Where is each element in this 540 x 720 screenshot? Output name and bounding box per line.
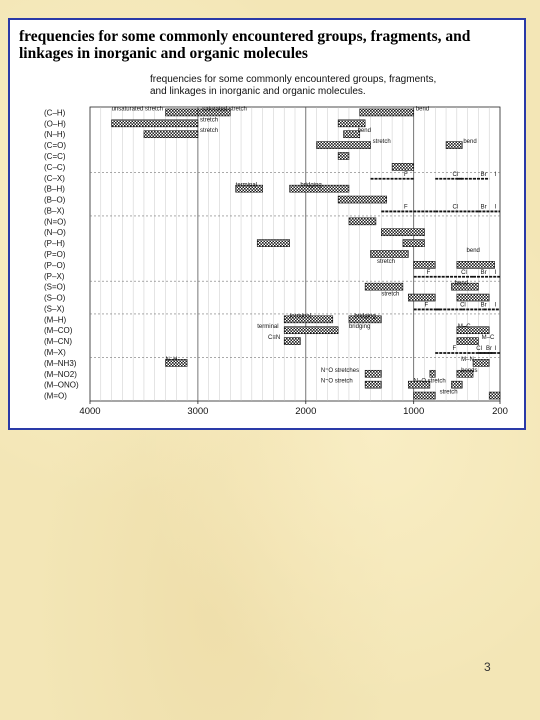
range-annotation: saturated stretch	[202, 106, 247, 113]
row-label: (C=O)	[44, 141, 66, 151]
range-bar	[403, 240, 425, 247]
chart-title-line-2: and linkages in inorganic and organic molecules.	[150, 86, 366, 97]
row-label: (M–NO2)	[44, 369, 77, 379]
range-bar	[365, 370, 381, 377]
row-label: (P=O)	[44, 250, 66, 259]
range-bar	[360, 109, 414, 116]
range-annotation: F	[426, 269, 431, 276]
row-label: (N–H)	[44, 130, 66, 140]
page-number: 3	[484, 660, 491, 674]
row-label: (S=O)	[44, 282, 66, 292]
range-bar	[489, 392, 500, 399]
row-label: (M–NH3)	[44, 358, 77, 368]
range-bar	[392, 163, 414, 170]
range-annotation: Cl	[452, 204, 459, 211]
range-bar	[338, 153, 349, 160]
row-label: (O–H)	[44, 119, 66, 129]
range-bar	[414, 261, 436, 268]
range-bar	[451, 381, 462, 388]
range-annotation: C≡N	[268, 335, 281, 342]
range-bar	[284, 327, 338, 334]
row-label: (C–C)	[44, 162, 66, 172]
row-label: (P–X)	[44, 271, 65, 281]
x-tick-labels	[79, 401, 508, 417]
range-annotation: I	[494, 302, 497, 309]
range-annotation: Cl	[461, 269, 467, 276]
range-annotation: I	[494, 171, 497, 178]
range-annotation: stretch	[200, 117, 219, 124]
range-bar	[257, 240, 289, 247]
range-bar	[365, 381, 381, 388]
row-label: (M–X)	[44, 348, 66, 357]
range-annotation: terminal	[257, 324, 279, 331]
range-bar	[381, 229, 424, 236]
row-label: (M=O)	[44, 391, 67, 401]
range-annotation: Cl	[476, 346, 482, 352]
row-label: (P–O)	[44, 260, 66, 270]
row-label: (M–CN)	[44, 337, 72, 347]
range-bar	[112, 120, 198, 127]
range-annotation: bend	[357, 128, 371, 135]
row-labels	[44, 108, 79, 400]
x-tick-label: 200	[492, 406, 508, 417]
row-label: (S–O)	[44, 293, 66, 303]
range-bar	[365, 283, 403, 290]
range-annotation: bend	[463, 139, 477, 146]
range-bar	[414, 392, 436, 399]
range-annotation: stretch	[200, 128, 219, 135]
range-annotation: F	[424, 302, 429, 309]
range-bar	[284, 338, 300, 345]
range-annotation: Cl	[452, 171, 459, 178]
range-annotation: terminal	[235, 182, 258, 189]
row-label: (N–O)	[44, 228, 66, 238]
range-annotation: Br	[480, 204, 487, 211]
range-annotation: M–C	[457, 324, 471, 331]
range-bar	[446, 142, 462, 149]
chart-title-line-1: frequencies for some commonly encountered groups, fragments,	[150, 74, 437, 85]
row-label: (M–ONO)	[44, 380, 79, 390]
range-bar	[338, 120, 365, 127]
row-label: (B–X)	[44, 206, 65, 216]
row-label: (C=C)	[44, 152, 66, 161]
range-annotation: N–O stretch	[413, 378, 446, 385]
range-annotation: Br	[485, 346, 492, 352]
range-annotation: bends	[461, 367, 478, 374]
range-annotation: Cl	[460, 302, 466, 309]
range-annotation: bend	[415, 106, 430, 113]
range-annotation: bend	[454, 280, 469, 287]
range-bar	[349, 218, 376, 225]
range-annotation: stretch	[381, 291, 400, 298]
range-annotation: Br	[480, 171, 487, 178]
x-tick-label: 2000	[295, 406, 317, 417]
range-annotation: M–N	[461, 356, 474, 363]
range-annotation: Br	[480, 302, 487, 309]
range-bar	[371, 251, 409, 258]
chart-annotations	[112, 106, 497, 395]
range-bar	[317, 142, 371, 149]
row-label: (P–H)	[44, 239, 65, 249]
range-annotation: bend	[466, 248, 480, 254]
row-label: (N=O)	[44, 217, 66, 227]
ir-frequency-chart	[10, 20, 524, 428]
range-annotation: bridging	[354, 313, 376, 320]
row-label: (C–H)	[44, 108, 66, 118]
range-annotation: terminal	[289, 313, 311, 320]
range-annotation: I	[494, 269, 497, 276]
range-bar	[408, 294, 435, 301]
chart-frame	[8, 18, 526, 430]
range-bar	[457, 338, 479, 345]
range-bar	[166, 109, 198, 116]
range-annotation: N⁼O stretch	[320, 378, 353, 385]
row-label: (S–X)	[44, 304, 65, 314]
range-annotation: I	[494, 204, 497, 211]
range-annotation: bridging	[300, 182, 322, 189]
range-annotation: unsaturated stretch	[111, 106, 163, 113]
range-annotation: stretch	[372, 139, 391, 146]
range-bar	[457, 294, 489, 301]
slide-title: frequencies for some commonly encountered groups, fragments, and linkages in inorganic and organic molecules	[19, 28, 471, 62]
range-annotation: bridging	[348, 324, 371, 331]
row-label: (M–H)	[44, 315, 67, 325]
range-annotation: N–H	[165, 356, 178, 363]
range-annotation: M–C	[481, 335, 495, 342]
range-annotation: I	[494, 346, 497, 352]
grid-lines	[90, 107, 500, 401]
row-label: (C–X)	[44, 173, 65, 183]
range-annotation: N⁼O stretches	[320, 367, 360, 374]
range-annotation: F	[403, 171, 408, 178]
row-label: (B–O)	[44, 195, 66, 205]
row-label: (B–H)	[44, 184, 65, 194]
x-tick-label: 3000	[187, 406, 209, 417]
range-annotation: F	[452, 346, 457, 352]
range-annotation: Br	[480, 269, 487, 276]
range-bar	[430, 370, 435, 377]
range-annotation: F	[403, 204, 408, 211]
range-annotation: stretch	[439, 389, 458, 396]
x-tick-label: 1000	[403, 406, 425, 417]
range-bar	[457, 261, 495, 268]
range-annotation: stretch	[377, 258, 396, 265]
range-bar	[473, 359, 489, 366]
range-bar	[338, 196, 387, 203]
range-bar	[144, 131, 198, 138]
x-tick-label: 4000	[79, 406, 101, 417]
row-label: (M–CO)	[44, 326, 73, 336]
